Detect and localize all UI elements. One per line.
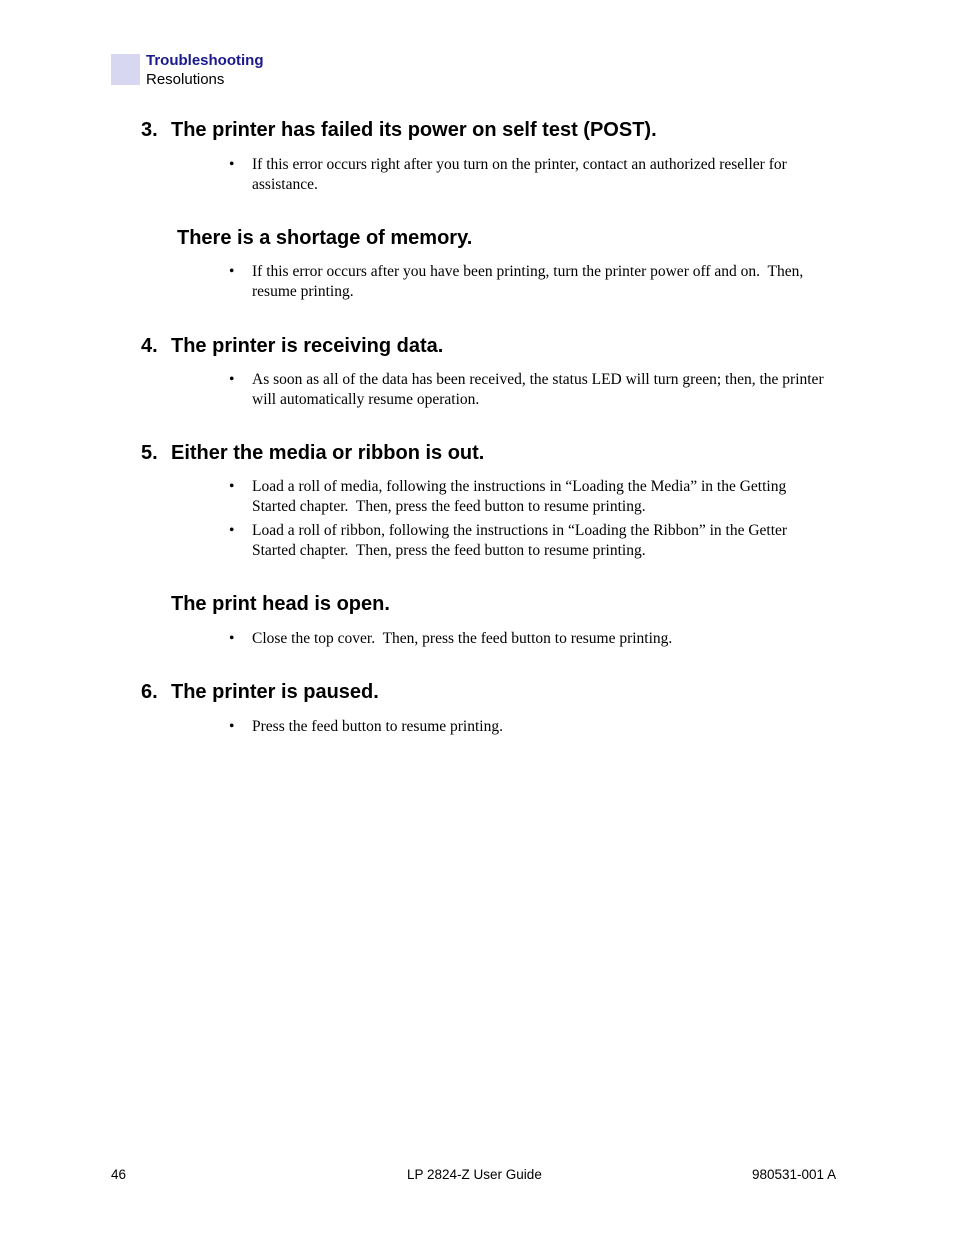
item-heading-3 bbox=[141, 118, 657, 142]
item-title: The printer is paused. bbox=[171, 681, 379, 703]
list-item bbox=[229, 477, 829, 517]
bullet-text: As soon as all of the data has been received, the status LED will turn green; then, the printer will automatically resume operation. bbox=[252, 371, 824, 408]
bullet-text: If this error occurs right after you turn on the printer, contact an authorized reseller for assistance. bbox=[252, 156, 787, 193]
bullet-text: Load a roll of ribbon, following the instructions in “Loading the Ribbon” in the Getter Started chapter. Then, press the feed button to resume printing. bbox=[252, 522, 788, 559]
item-heading-6 bbox=[141, 680, 379, 704]
header-subsection-title: Resolutions bbox=[146, 71, 225, 88]
bullet-marker: • bbox=[229, 371, 235, 388]
footer-guide-title: LP 2824-Z User Guide bbox=[407, 1167, 542, 1182]
bullet-marker: • bbox=[229, 522, 235, 539]
item-title: The printer is receiving data. bbox=[171, 335, 444, 357]
item-number: 6. bbox=[141, 681, 158, 703]
bullet-marker: • bbox=[229, 718, 235, 735]
bullet-text: Close the top cover. Then, press the feed button to resume printing. bbox=[252, 630, 673, 647]
list-item bbox=[229, 262, 841, 302]
bullet-marker: • bbox=[229, 478, 235, 495]
bullet-text: Load a roll of media, following the instructions in “Loading the Media” in the Getting Started chapter. Then, press the feed button to resume printing. bbox=[252, 478, 787, 515]
list-item bbox=[229, 521, 829, 561]
item-heading-memory bbox=[177, 226, 472, 250]
item-title: There is a shortage of memory. bbox=[177, 227, 473, 249]
bullet-marker: • bbox=[229, 630, 235, 647]
item-title: The print head is open. bbox=[171, 593, 390, 615]
item-heading-4 bbox=[141, 334, 443, 358]
item-heading-5 bbox=[141, 441, 484, 465]
bullet-text: Press the feed button to resume printing. bbox=[252, 718, 503, 735]
bullet-text: If this error occurs after you have been printing, turn the printer power off and on. Then, resume printing. bbox=[252, 263, 804, 300]
list-item bbox=[229, 629, 829, 649]
list-item bbox=[229, 370, 829, 410]
item-title: Either the media or ribbon is out. bbox=[171, 442, 485, 464]
header-color-block bbox=[111, 54, 140, 85]
item-title: The printer has failed its power on self test (POST). bbox=[171, 119, 657, 141]
item-number: 3. bbox=[141, 119, 158, 141]
list-item bbox=[229, 717, 829, 737]
item-number: 5. bbox=[141, 442, 158, 464]
list-item bbox=[229, 155, 829, 195]
item-number: 4. bbox=[141, 335, 158, 357]
bullet-marker: • bbox=[229, 156, 235, 173]
header-section-title: Troubleshooting bbox=[146, 52, 264, 69]
bullet-marker: • bbox=[229, 263, 235, 280]
item-heading-print-head bbox=[171, 592, 390, 616]
footer-doc-number: 980531-001 A bbox=[752, 1167, 837, 1182]
footer-page-number: 46 bbox=[111, 1167, 127, 1182]
